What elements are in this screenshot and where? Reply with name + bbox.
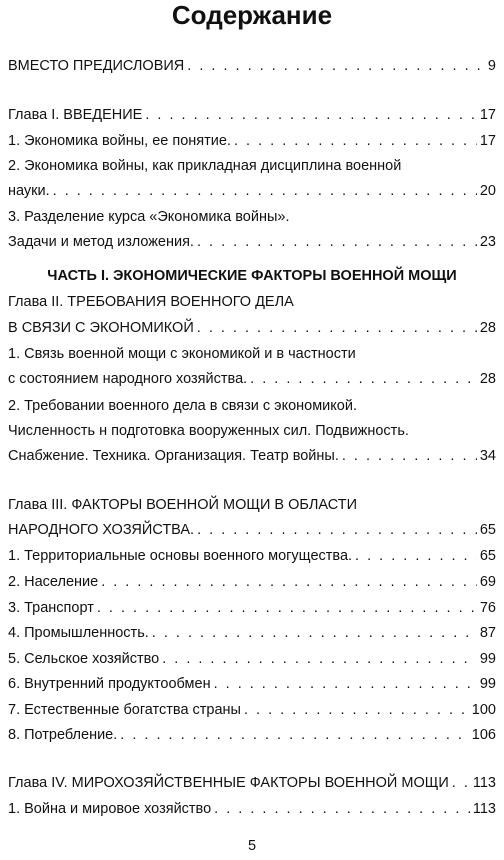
- toc-leader-dots: [197, 231, 477, 253]
- toc-page-number: 69: [479, 574, 496, 590]
- toc-entry: [8, 206, 496, 228]
- toc-entry-text: 6. Внутренний продуктообмен: [8, 676, 211, 692]
- toc-entry: [8, 104, 496, 126]
- toc-entry: [8, 130, 496, 152]
- toc-leader-dots: [197, 519, 477, 541]
- toc-entry-text: В СВЯЗИ С ЭКОНОМИКОЙ: [8, 320, 194, 336]
- toc-page-number: 106: [471, 727, 496, 743]
- toc-page-number: 99: [479, 651, 496, 667]
- toc-leader-dots: [250, 368, 477, 390]
- toc-leader-dots: [53, 180, 477, 202]
- toc-page-number: 113: [472, 801, 496, 817]
- toc-entry: [8, 420, 496, 442]
- toc-leader-dots: [97, 597, 477, 619]
- toc-leader-dots: [342, 445, 477, 467]
- toc-leader-dots: [120, 724, 469, 746]
- toc-leader-dots: [234, 130, 477, 152]
- toc-leader-dots: [152, 622, 477, 644]
- toc-leader-dots: [187, 55, 485, 77]
- toc-entry: [8, 519, 496, 541]
- toc-entry-text: 2. Население: [8, 574, 99, 590]
- toc-entry: [8, 317, 496, 339]
- toc-page-number: 9: [487, 58, 496, 74]
- toc-entry-text: 7. Естественные богатства страны: [8, 702, 241, 718]
- toc-entry-text: НАРОДНОГО ХОЗЯЙСТВА.: [8, 522, 195, 538]
- toc-entry-text: 3. Разделение курса «Экономика войны».: [8, 209, 290, 225]
- toc-entry-text: Глава IV. МИРОХОЗЯЙСТВЕННЫЕ ФАКТОРЫ ВОЕННОЙ МОЩИ: [8, 775, 449, 791]
- toc-entry-text: 1. Территориальные основы военного могущества.: [8, 548, 353, 564]
- part-heading: [8, 265, 496, 287]
- toc-page-number: 100: [471, 702, 496, 718]
- toc-entry: [8, 772, 496, 794]
- toc-leader-dots: [162, 648, 477, 670]
- toc-entry-text: 2. Требовании военного дела в связи с экономикой.: [8, 398, 357, 414]
- toc-entry: [8, 395, 496, 417]
- toc-entry: [8, 180, 496, 202]
- toc-entry-text: с состоянием народного хозяйства.: [8, 371, 248, 387]
- toc-page-number: 17: [479, 107, 496, 123]
- toc-leader-dots: [355, 545, 477, 567]
- toc-page-number: 34: [479, 448, 496, 464]
- toc-entry-text: 1. Связь военной мощи с экономикой и в частности: [8, 346, 356, 362]
- toc-entry: [8, 231, 496, 253]
- toc-entry: [8, 724, 496, 746]
- page-number: 5: [247, 838, 257, 854]
- toc-entry-text: науки.: [8, 183, 50, 199]
- toc-entry-text: 8. Потребление.: [8, 727, 118, 743]
- toc-entry-text: 1. Экономика войны, ее понятие.: [8, 133, 231, 149]
- toc-entry: [8, 445, 496, 467]
- toc-entry-text: ВМЕСТО ПРЕДИСЛОВИЯ: [8, 58, 185, 74]
- toc-entry-text: Снабжение. Техника. Организация. Театр войны.: [8, 448, 339, 464]
- toc-entry-text: Численность н подготовка вооруженных сил. Подвижность.: [8, 423, 409, 439]
- toc-entry-text: Глава I. ВВЕДЕНИЕ: [8, 107, 143, 123]
- toc-entry: [8, 291, 496, 313]
- toc-entry-text: Задачи и метод изложения.: [8, 234, 194, 250]
- toc-entry: [8, 571, 496, 593]
- toc-entry-text: Глава II. ТРЕБОВАНИЯ ВОЕННОГО ДЕЛА: [8, 294, 294, 310]
- toc-entry-text: 1. Война и мировое хозяйство: [8, 801, 212, 817]
- toc-page-number: 20: [479, 183, 496, 199]
- toc-entry: [8, 368, 496, 390]
- toc-entry-text: 4. Промышленность.: [8, 625, 149, 641]
- toc-entry: [8, 597, 496, 619]
- toc-page-number: 28: [479, 371, 496, 387]
- toc-leader-dots: [145, 104, 477, 126]
- toc-entry: [8, 494, 496, 516]
- toc-entry: [8, 55, 496, 77]
- toc-leader-dots: [452, 772, 470, 794]
- toc-entry: [8, 699, 496, 721]
- toc-entry: [8, 622, 496, 644]
- toc-page-number: 23: [479, 234, 496, 250]
- toc-entry: [8, 155, 496, 177]
- toc-entry-text: Глава III. ФАКТОРЫ ВОЕННОЙ МОЩИ В ОБЛАСТИ: [8, 497, 358, 513]
- toc-entry: [8, 798, 496, 820]
- toc-page-number: 113: [472, 775, 496, 791]
- toc-page-number: 28: [479, 320, 496, 336]
- part-heading-text: ЧАСТЬ I. ЭКОНОМИЧЕСКИЕ ФАКТОРЫ ВОЕННОЙ МОЩИ: [47, 268, 457, 284]
- toc-page-number: 17: [479, 133, 496, 149]
- toc-leader-dots: [214, 798, 470, 820]
- toc-leader-dots: [214, 673, 477, 695]
- toc-entry-text: 2. Экономика войны, как прикладная дисциплина военной: [8, 158, 402, 174]
- toc-page-number: 65: [479, 522, 496, 538]
- toc-page-number: 65: [479, 548, 496, 564]
- toc-page-number: 87: [479, 625, 496, 641]
- toc-entry: [8, 545, 496, 567]
- toc-entry: [8, 343, 496, 365]
- toc-entry: [8, 673, 496, 695]
- toc-leader-dots: [101, 571, 477, 593]
- toc-page-number: 76: [479, 600, 496, 616]
- page-title: Содержание: [171, 0, 333, 30]
- toc-entry-text: 3. Транспорт: [8, 600, 94, 616]
- toc-entry: [8, 648, 496, 670]
- toc-entry-text: 5. Сельское хозяйство: [8, 651, 160, 667]
- toc-leader-dots: [244, 699, 469, 721]
- toc-page-number: 99: [479, 676, 496, 692]
- toc-leader-dots: [197, 317, 477, 339]
